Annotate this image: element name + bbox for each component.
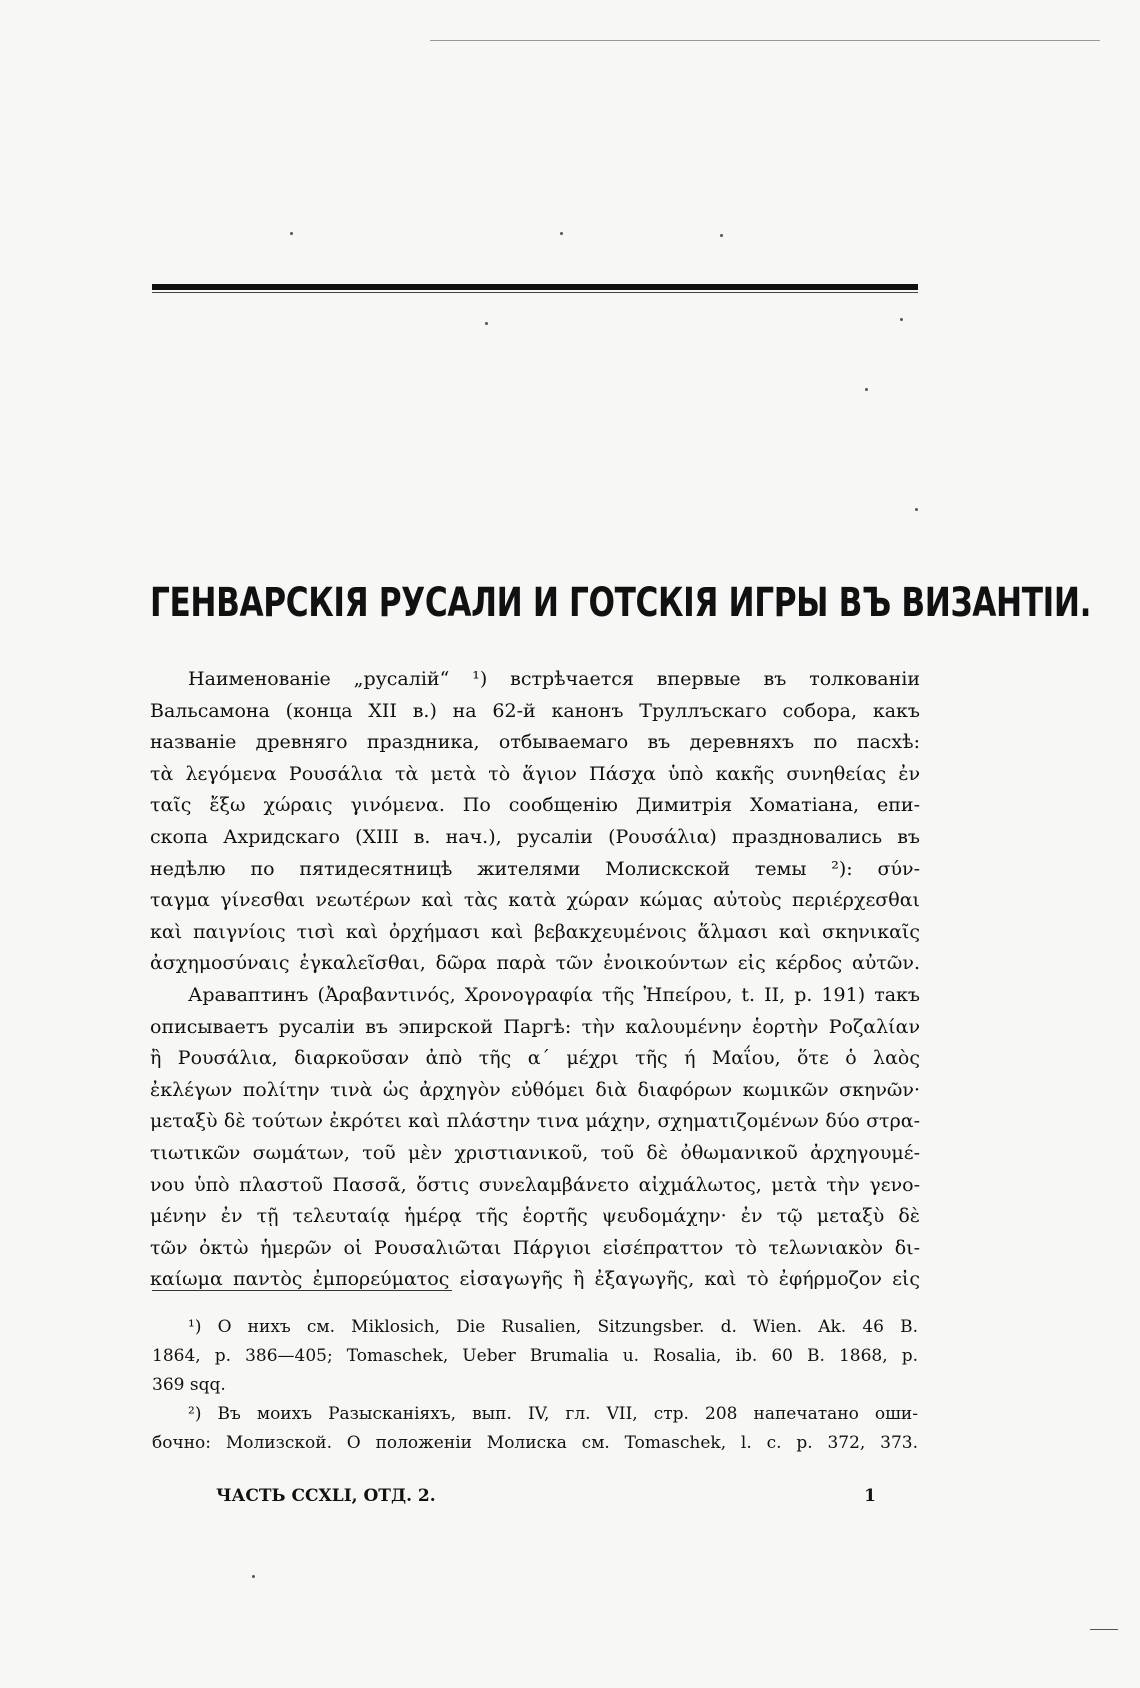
print-speck	[915, 508, 918, 511]
footnotes	[152, 1313, 918, 1458]
chapter-title: ГЕНВАРСКІЯ РУСАЛИ И ГОТСКІЯ ИГРЫ ВЪ ВИЗАНТІИ.	[150, 580, 1092, 626]
part-signature: ЧАСТЬ CCXLI, ОТД. 2.	[216, 1486, 436, 1506]
print-speck	[865, 388, 868, 391]
text-line: καίωμα παντὸς ἐμπορεύματος εἰσαγωγῆς ἢ ἐξαγωγῆς, καὶ τὸ ἐφήρμοζον εἰς	[150, 1268, 920, 1291]
text-line: Араваптинъ (Ἀραβαντινός, Χρονογραφία τῆς Ἠπείρου, t. II, p. 191) такъ	[188, 983, 920, 1006]
text-line: Наименованіе „русалій“ ¹) встрѣчается впервые въ толкованіи	[188, 668, 920, 690]
print-speck	[485, 322, 488, 325]
header-rule	[152, 284, 918, 290]
print-speck	[900, 318, 903, 321]
bottom-edge-rule	[1090, 1629, 1118, 1630]
text-line: καὶ παιγνίοις τισὶ καὶ ὀρχήμασι καὶ βεβακχευμένοις ἅλμασι καὶ σκηνικαῖς	[150, 920, 920, 943]
footnote-line: ²) Въ моихъ Разысканіяхъ, вып. IV, гл. VII, стр. 208 напечатано оши-	[188, 1404, 918, 1424]
text-line: τῶν ὀκτὼ ἡμερῶν οἱ Ρουσαλιῶται Πάργιοι εἰσέπραττον τὸ τελωνιακὸν δι-	[150, 1236, 920, 1259]
text-line: ταῖς ἔξω χώραις γινόμενα. По сообщенію Димитрія Хоматіана, епи-	[150, 794, 920, 817]
footnote-line: ¹) О нихъ см. Miklosich, Die Rusalien, Sitzungsber. d. Wien. Ak. 46 B.	[188, 1317, 918, 1337]
print-speck	[252, 1575, 255, 1578]
text-line: ἐκλέγων πολίτην τινὰ ὡς ἀρχηγὸν εὐθόμει διὰ διαφόρων κωμικῶν σκηνῶν·	[150, 1078, 920, 1101]
print-speck	[290, 232, 293, 235]
body-text	[150, 664, 920, 1296]
text-line: названіе древняго праздника, отбываемаго въ деревняхъ по пасхѣ:	[150, 731, 920, 754]
footnote-rule	[152, 1290, 452, 1291]
text-line: ἢ Ρουσάλια, διαρκοῦσαν ἀπὸ τῆς α΄ μέχρι τῆς ή Μαΐου, ὅτε ὁ λαὸς	[150, 1047, 920, 1070]
text-line: описываетъ русаліи въ эпирской Паргѣ: τὴν καλουμένην ἑορτὴν Ροζαλίαν	[150, 1015, 920, 1038]
top-thin-rule	[430, 40, 1100, 41]
footnote-line: 1864, p. 386—405; Tomaschek, Ueber Brumalia u. Rosalia, ib. 60 B. 1868, p.	[152, 1346, 918, 1366]
text-line: недѣлю по пятидесятницѣ жителями Молискской темы ²): σύν-	[150, 857, 920, 880]
footnote-line: бочно: Молизской. О положеніи Молиска см. Tomaschek, l. c. p. 372, 373.	[152, 1433, 918, 1453]
text-line: τιωτικῶν σωμάτων, τοῦ μὲν χριστιανικοῦ, τοῦ δὲ ὀθωμανικοῦ ἀρχηγουμέ-	[150, 1141, 920, 1164]
sheet-number: 1	[864, 1486, 876, 1506]
print-speck	[560, 232, 563, 235]
text-line: μεταξὺ δὲ τούτων ἐκρότει καὶ πλάστην τινα μάχην, σχηματιζομένων δύο στρα-	[150, 1110, 920, 1133]
text-line: ἀσχημοσύναις ἐγκαλεῖσθαι, δῶρα παρὰ τῶν ἐνοικούντων εἰς κέρδος αὐτῶν.	[150, 952, 920, 975]
page-footer	[216, 1486, 876, 1506]
text-line: ταγμα γίνεσθαι νεωτέρων καὶ τὰς κατὰ χώραν κώμας αὐτοὺς περιέρχεσθαι	[150, 889, 920, 912]
footnote-line: 369 sqq.	[152, 1375, 226, 1395]
text-line: скопа Ахридскаго (XIII в. нач.), русаліи (Ρουσάλια) праздновались въ	[150, 825, 920, 848]
text-line: νου ὑπὸ πλαστοῦ Πασσᾶ, ὅστις συνελαμβάνετο αἰχμάλωτος, μετὰ τὴν γενο-	[150, 1173, 920, 1196]
print-speck	[720, 234, 723, 237]
text-line: τὰ λεγόμενα Ρουσάλια τὰ μετὰ τὸ ἅγιον Πάσχα ὑπὸ κακῆς συνηθείας ἐν	[150, 762, 920, 785]
header-rule-underline	[152, 292, 918, 293]
text-line: Вальсамона (конца XII в.) на 62-й канонъ Труллъскаго собора, какъ	[150, 699, 920, 722]
text-line: μένην ἐν τῇ τελευταίᾳ ἡμέρᾳ τῆς ἑορτῆς ψευδομάχην· ἐν τῷ μεταξὺ δὲ	[150, 1205, 920, 1228]
